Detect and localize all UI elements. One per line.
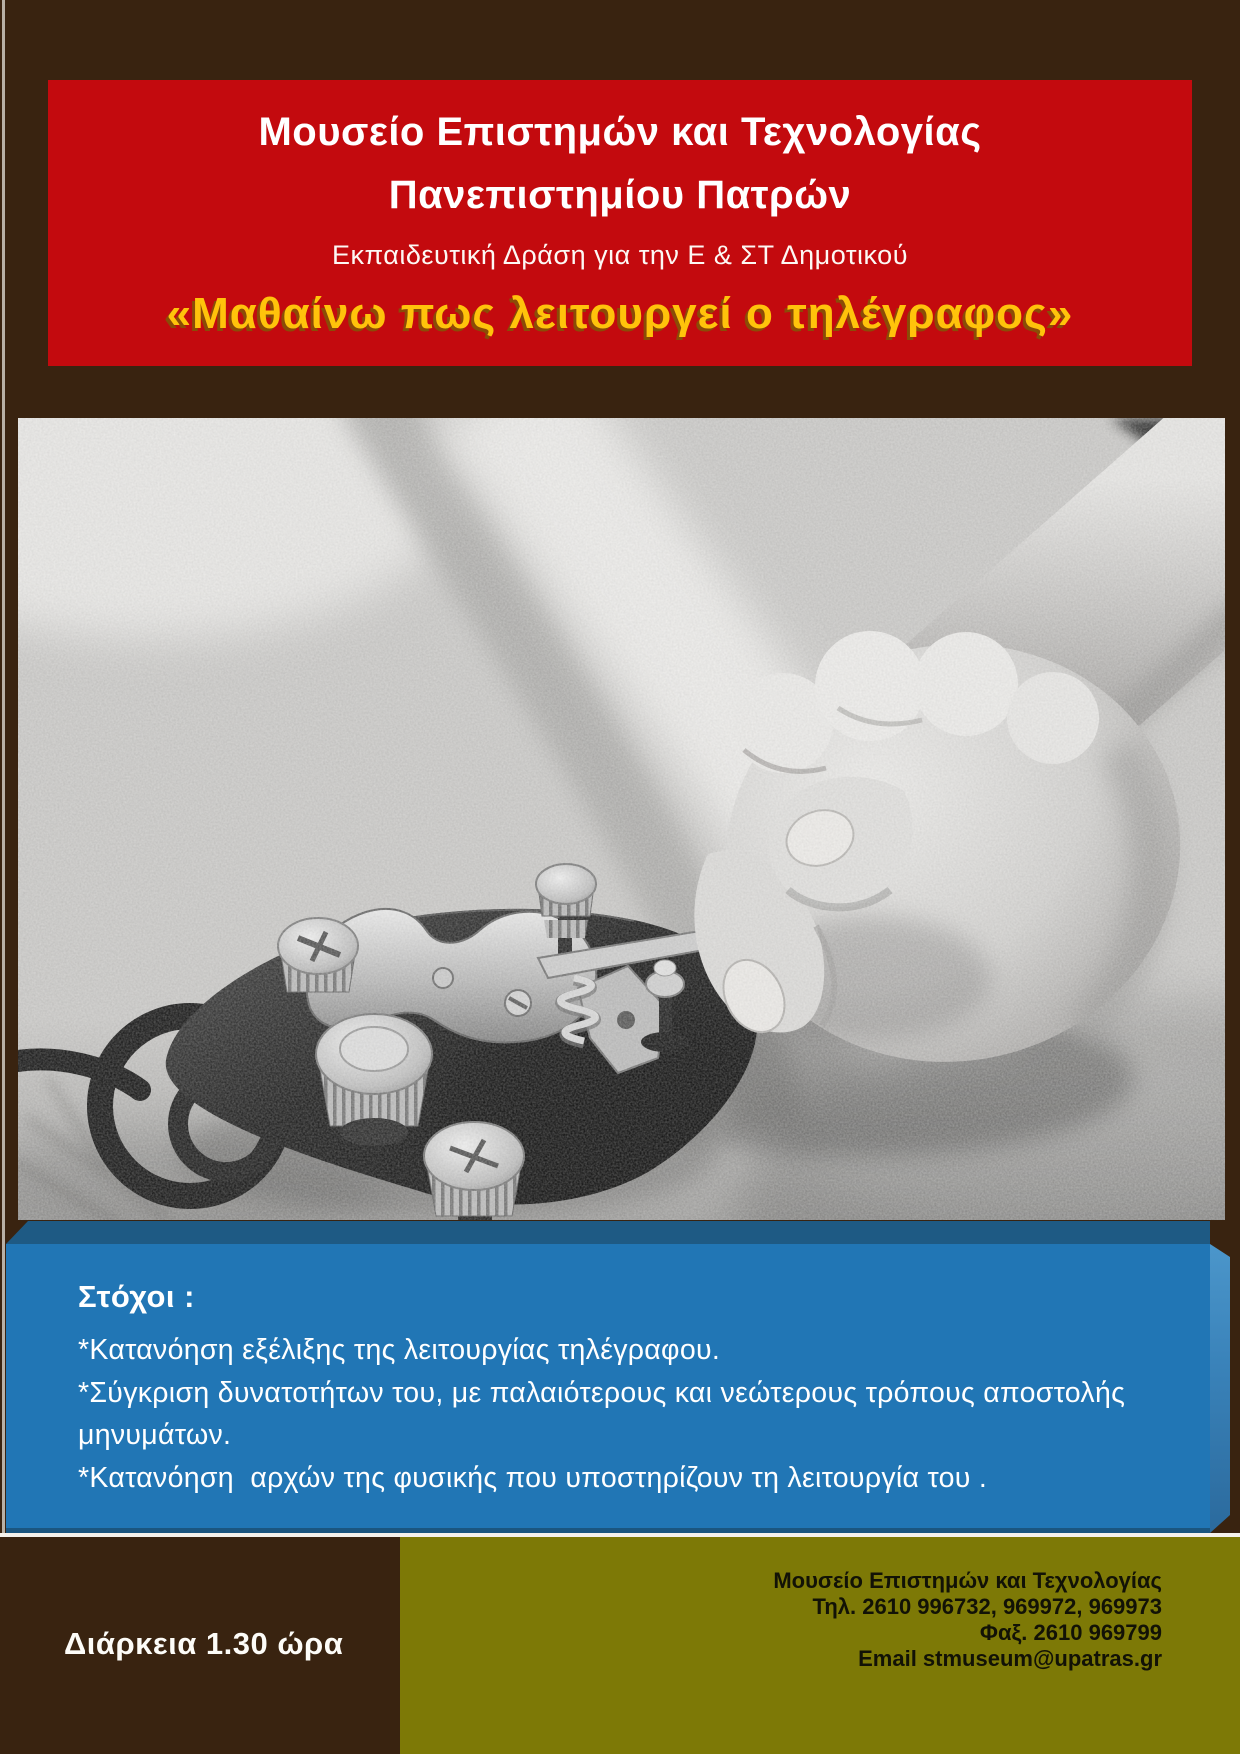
contact-block — [500, 1568, 1162, 1672]
photo-telegraph-key — [18, 418, 1225, 1220]
museum-title-line2: Πανεπιστημίου Πατρών — [388, 173, 852, 217]
goals-content — [78, 1277, 1184, 1499]
goal-line: *Κατανόηση εξέλιξης της λειτουργίας τηλέγραφου. — [78, 1334, 721, 1366]
goals-heading: Στόχοι : — [78, 1279, 195, 1314]
grain-light — [18, 418, 1225, 1220]
duration-label: Διάρκεια 1.30 ώρα — [64, 1626, 344, 1661]
contact-email: Email stmuseum@upatras.gr — [858, 1646, 1162, 1671]
contact-phone: Τηλ. 2610 996732, 969972, 969973 — [812, 1594, 1162, 1619]
contact-fax: Φαξ. 2610 969799 — [979, 1620, 1162, 1645]
contact-museum-name: Μουσείο Επιστημών και Τεχνολογίας — [773, 1568, 1162, 1593]
museum-title-line1: Μουσείο Επιστημών και Τεχνολογίας — [258, 110, 982, 154]
page-edge-line — [2, 0, 5, 1537]
header-red-box — [48, 80, 1192, 366]
goals-box-top-bevel — [6, 1221, 1210, 1244]
goal-line: *Σύγκριση δυνατοτήτων του, με παλαιότερους και νεώτερους τρόπους αποστολής — [78, 1376, 1126, 1409]
goal-line: *Κατανόηση αρχών της φυσικής που υποστηρίζουν τη λειτουργία του . — [78, 1461, 988, 1494]
activity-title: «Μαθαίνω πως λειτουργεί ο τηλέγραφος» — [166, 289, 1074, 338]
telegraph-photo-illustration — [18, 418, 1225, 1220]
goals-blue-box — [6, 1221, 1230, 1533]
goal-line: μηνυμάτων. — [78, 1419, 232, 1451]
goals-box-right-bevel — [1210, 1221, 1230, 1533]
header-subtitle: Εκπαιδευτική Δράση για την Ε & ΣΤ Δημοτικού — [332, 240, 908, 270]
